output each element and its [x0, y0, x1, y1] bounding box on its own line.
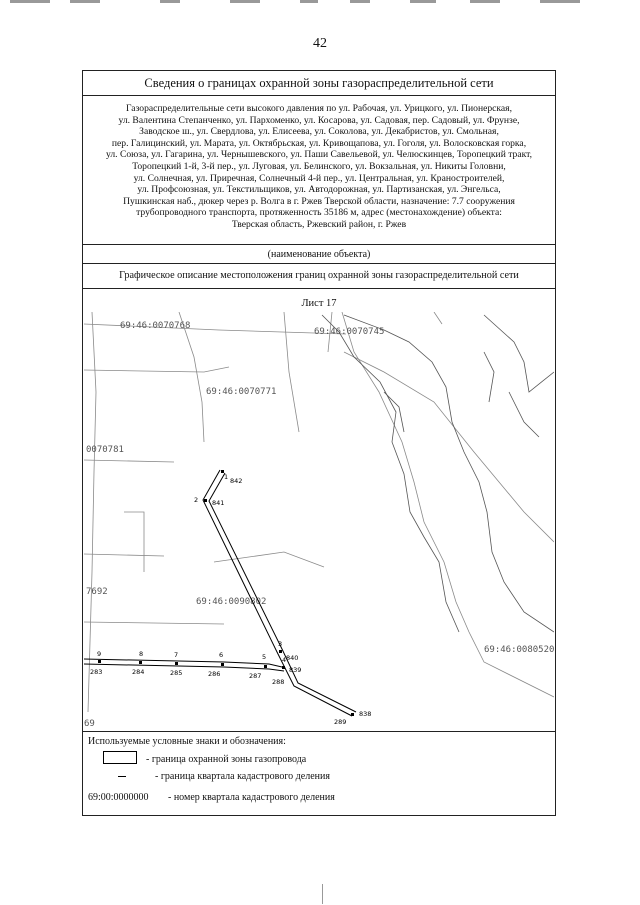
- vertex-label: 840: [286, 654, 299, 662]
- sheet-label: Лист 17: [301, 298, 337, 309]
- description-line: трубопроводного транспорта, протяженность 35186 м, адрес (местонахождение) объекта:: [136, 207, 502, 219]
- vertex-label: 283: [90, 668, 103, 676]
- page-number: 42: [313, 36, 327, 51]
- cadastral-quarter-label: 69: [84, 719, 95, 729]
- pipeline-vertices: [98, 470, 354, 716]
- section-title: Сведения о границах охранной зоны газораспределительной сети: [144, 76, 494, 90]
- legend-item-quarter-boundary: - граница квартала кадастрового деления: [155, 771, 330, 782]
- cadastral-quarter-label: 69:46:0080520: [484, 645, 554, 655]
- zone-boundary-symbol: [103, 751, 137, 764]
- divider: [82, 244, 556, 245]
- vertex-marker: [139, 661, 142, 664]
- legend-item-quarter-number: - номер квартала кадастрового деления: [168, 792, 335, 803]
- vertex-marker: [282, 666, 285, 669]
- vertex-label: 286: [208, 670, 221, 678]
- vertex-marker: [264, 665, 267, 668]
- scan-artifact: [322, 884, 323, 904]
- legend-code-sample: 69:00:0000000: [88, 792, 149, 803]
- point-number: 9: [97, 650, 102, 658]
- scan-artifact: [300, 0, 318, 3]
- description-line: ул. Профсоюзная, ул. Текстильщиков, ул. Автодорожная, ул. Партизанская, ул. Энгельса,: [137, 184, 501, 196]
- cadastral-labels: [84, 321, 554, 729]
- point-number: 3: [278, 640, 283, 648]
- scan-artifact: [10, 0, 50, 3]
- vertex-label: 284: [132, 668, 145, 676]
- vertex-label: 839: [289, 666, 302, 674]
- vertex-marker: [98, 660, 101, 663]
- scan-artifact: [70, 0, 100, 3]
- vertex-label: 285: [170, 669, 183, 677]
- point-number: 7: [174, 651, 179, 659]
- legend-item-zone: - граница охранной зоны газопровода: [146, 754, 307, 765]
- scan-artifact: [230, 0, 260, 3]
- point-number: 6: [219, 651, 224, 659]
- vertex-label: 838: [359, 710, 372, 718]
- description-line: Пушкинская наб., дюкер через р. Волга в г. Ржев Тверской области, назначение: 7.7 сооружения: [123, 195, 515, 207]
- description-line: Газораспределительные сети высокого давления по ул. Рабочая, ул. Урицкого, ул. Пионерская,: [126, 103, 512, 114]
- cadastral-quarter-label: 0070781: [86, 445, 124, 455]
- vertex-label: 842: [230, 477, 243, 485]
- graphic-description-title: Графическое описание местоположения границ охранной зоны газораспределительной сети: [119, 270, 519, 281]
- point-number: 2: [194, 496, 199, 504]
- cadastral-quarter-label: 7692: [86, 587, 108, 597]
- description-line: Тверская область, Ржевский район, г. Ржев: [231, 218, 407, 230]
- vertex-label: 288: [272, 678, 285, 686]
- cadastral-quarter-label: 69:46:0090802: [196, 597, 267, 607]
- scan-artifact: [470, 0, 500, 3]
- scan-artifact: [160, 0, 180, 3]
- cadastral-map: [84, 312, 554, 731]
- cadastral-quarter-label: 69:46:0070771: [206, 387, 277, 397]
- cadastral-quarter-label: 69:46:0070768: [120, 321, 191, 331]
- divider: [82, 263, 556, 264]
- point-number: 5: [262, 653, 267, 661]
- vertex-marker: [351, 713, 354, 716]
- object-description: [88, 103, 550, 231]
- description-line: Торопецкий 1-й, 3-й пер., ул. Луговая, ул. Белинского, ул. Вокзальная, ул. Никиты Головни,: [132, 160, 506, 172]
- divider: [82, 95, 556, 96]
- description-line: ул. Союза, ул. Гагарина, ул. Чернышевского, ул. Паши Савельевой, ул. Челюскинцев, Торопецкий тракт,: [105, 149, 532, 161]
- vertex-label: 841: [212, 499, 225, 507]
- description-line: ул. Солнечная, ул. Приречная, Солнечный 4-й пер., ул. Центральная, ул. Краностроителей,: [133, 172, 505, 184]
- scan-artifact: [410, 0, 436, 3]
- vertex-marker: [221, 663, 224, 666]
- scan-artifact: [350, 0, 370, 3]
- vertex-label: 289: [334, 718, 347, 726]
- river-bank: [322, 315, 554, 632]
- vertex-marker: [279, 650, 282, 653]
- scan-artifact: [540, 0, 580, 3]
- legend-title: Используемые условные знаки и обозначения:: [88, 736, 286, 747]
- description-line: ул. Валентина Степанченко, ул. Пархоменко, ул. Косарова, ул. Садовая, пер. Садовый, ул. Фрунзе,: [118, 114, 520, 126]
- description-line: пер. Галицинский, ул. Марата, ул. Октябрьская, ул. Кривощапова, ул. Гоголя, ул. Волосковская горка,: [111, 137, 527, 149]
- vertex-label: 287: [249, 672, 262, 680]
- point-number: 8: [139, 650, 144, 658]
- quarter-boundary-symbol: [118, 776, 126, 777]
- point-number: 1: [224, 473, 229, 481]
- description-line: Заводское ш., ул. Свердлова, ул. Елисеева, ул. Соколова, ул. Декабристов, ул. Смольная,: [139, 126, 499, 138]
- object-name-caption: (наименование объекта): [267, 249, 371, 260]
- divider: [82, 731, 556, 732]
- vertex-marker: [175, 662, 178, 665]
- divider: [82, 288, 556, 289]
- point-number: 4: [282, 656, 287, 664]
- cadastral-quarter-label: 69:46:0070745: [314, 327, 385, 337]
- vertex-marker: [204, 499, 207, 502]
